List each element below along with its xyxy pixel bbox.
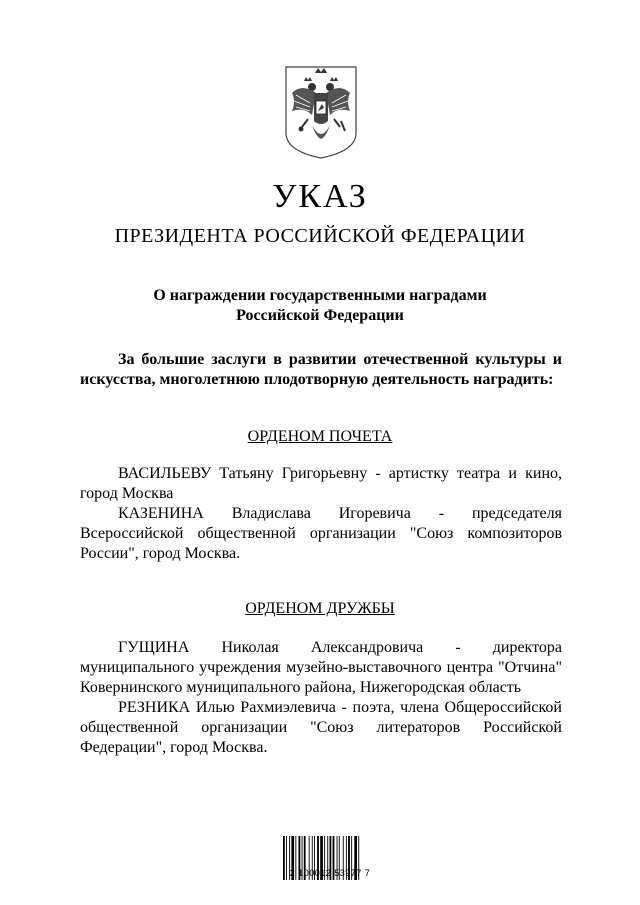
subject-line-1: О награждении государственными наградами <box>153 287 487 304</box>
section-heading-order-of-honour: ОРДЕНОМ ПОЧЕТА <box>247 428 393 445</box>
award-entry-2 <box>80 504 562 564</box>
award-entry-text: КАЗЕНИНА Владислава Игоревича - председателя Всероссийской общественной организации "Союз композиторов России", город Москва. <box>80 505 562 562</box>
barcode-number: 2 100012 53977 7 <box>289 868 371 878</box>
section-heading-order-of-friendship: ОРДЕНОМ ДРУЖБЫ <box>245 600 395 617</box>
award-entry-1 <box>80 464 562 504</box>
award-entry-text: РЕЗНИКА Илью Рахмиэлевича - поэта, члена Общероссийской общественной организации "Союз литераторов Российской Федерации", город Москва. <box>80 699 562 756</box>
subject-line-2: Российской Федерации <box>236 307 404 324</box>
document-title: УКАЗ <box>272 178 368 215</box>
intro-text: За большие заслуги в развитии отечественной культуры и искусства, многолетнюю плодотворную деятельность наградить: <box>80 351 562 388</box>
coat-of-arms-emblem <box>282 63 360 161</box>
award-entry-3 <box>80 638 562 698</box>
award-entry-4 <box>80 698 562 758</box>
award-entry-text: ГУЩИНА Николая Александровича - директора муниципального учреждения музейно-выставочного центра "Отчина" Ковернинского муниципального района, Нижегородская область <box>80 639 562 696</box>
subject-heading <box>0 286 640 326</box>
document-subtitle: ПРЕЗИДЕНТА РОССИЙСКОЙ ФЕДЕРАЦИИ <box>114 225 526 247</box>
intro-paragraph <box>80 350 562 390</box>
award-entry-text: ВАСИЛЬЕВУ Татьяну Григорьевну - артистку театра и кино, город Москва <box>80 465 562 502</box>
